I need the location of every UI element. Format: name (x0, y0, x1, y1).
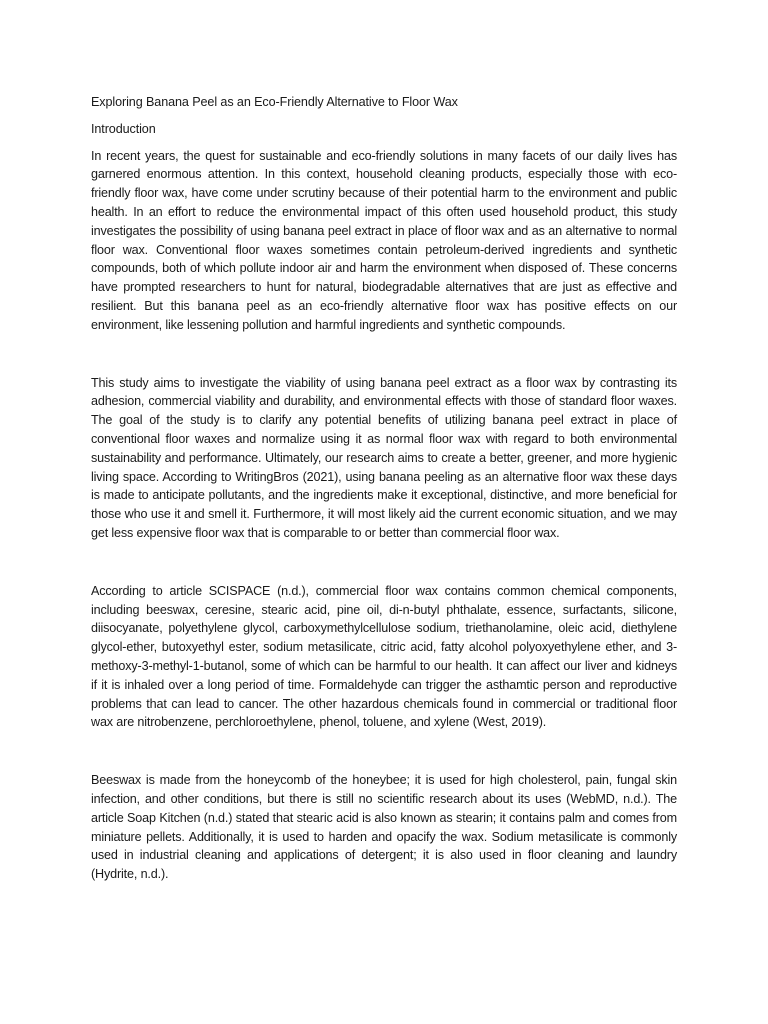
paragraph-spacer (91, 732, 677, 771)
paragraph-3: According to article SCISPACE (n.d.), commercial floor wax contains common chemical components, including beeswax, ceresine, stearic acid, pine oil, di-n-butyl phthalate, essence, surfactants, silicone, diisocyanate, polyethylene glycol, carboxymethylcellulose sodium, triethanolamine, oleic acid, diethylene glycol-ether, butoxyethyl ester, sodium metasilicate, citric acid, fatty alcohol polyoxyethylene ether, and 3-methoxy-3-methyl-1-butanol, some of which can be harmful to our health. It can affect our liver and kidneys if it is inhaled over a long period of time. Formaldehyde can trigger the asthamtic person and reproductive problems that can lead to cancer. The other hazardous chemicals found in commercial or traditional floor wax are nitrobenzene, perchloroethylene, phenol, toluene, and xylene (West, 2019). (91, 583, 677, 730)
paragraph-spacer (91, 335, 677, 374)
document-title: Exploring Banana Peel as an Eco-Friendly Alternative to Floor Wax (91, 95, 458, 109)
document-body (91, 93, 677, 884)
paragraph-2: This study aims to investigate the viability of using banana peel extract as a floor wax by contrasting its adhesion, commercial viability and durability, and environmental effects with those of standard floor waxes. The goal of the study is to clarify any potential benefits of utilizing banana peel extract in place of conventional floor waxes and normalize using it as normal floor wax with regard to both environmental sustainability and performance. Ultimately, our research aims to create a better, greener, and more hygienic living space. According to WritingBros (2021), using banana peeling as an alternative floor wax these days is made to anticipate pollutants, and the ingredients make it exceptional, distinctive, and more beneficial for those who use it and smell it. Furthermore, it will most likely aid the current economic situation, and we may get less expensive floor wax that is comparable to or better than commercial floor wax. (91, 375, 677, 540)
paragraph-4: Beeswax is made from the honeycomb of the honeybee; it is used for high cholesterol, pain, fungal skin infection, and other conditions, but there is still no scientific research about its uses (WebMD, n.d.). The article Soap Kitchen (n.d.) stated that stearic acid is also known as stearin; it contains palm and comes from miniature pellets. Additionally, it is used to harden and opacify the wax. Sodium metasilicate is commonly used in industrial cleaning and applications of detergent; it is also used in floor cleaning and laundry (Hydrite, n.d.). (91, 773, 677, 882)
section-heading-introduction: Introduction (91, 121, 156, 136)
paragraph-1: In recent years, the quest for sustainable and eco-friendly solutions in many facets of our daily lives has garnered enormous attention. In this context, household cleaning products, especially those with eco-friendly floor wax, have come under scrutiny because of their potential harm to the environment and public health. In an effort to reduce the environmental impact of this often used household product, this study investigates the possibility of using banana peel extract in place of floor wax and as an alternative to normal floor wax. Conventional floor waxes sometimes contain petroleum-derived ingredients and synthetic compounds, both of which pollute indoor air and harm the environment when disposed of. These concerns have prompted researchers to hunt for natural, biodegradable alternatives that are just as effective and resilient. But this banana peel as an eco-friendly alternative floor wax has positive effects on our environment, like lessening pollution and harmful ingredients and synthetic compounds. (91, 148, 677, 332)
paragraph-spacer (91, 543, 677, 582)
